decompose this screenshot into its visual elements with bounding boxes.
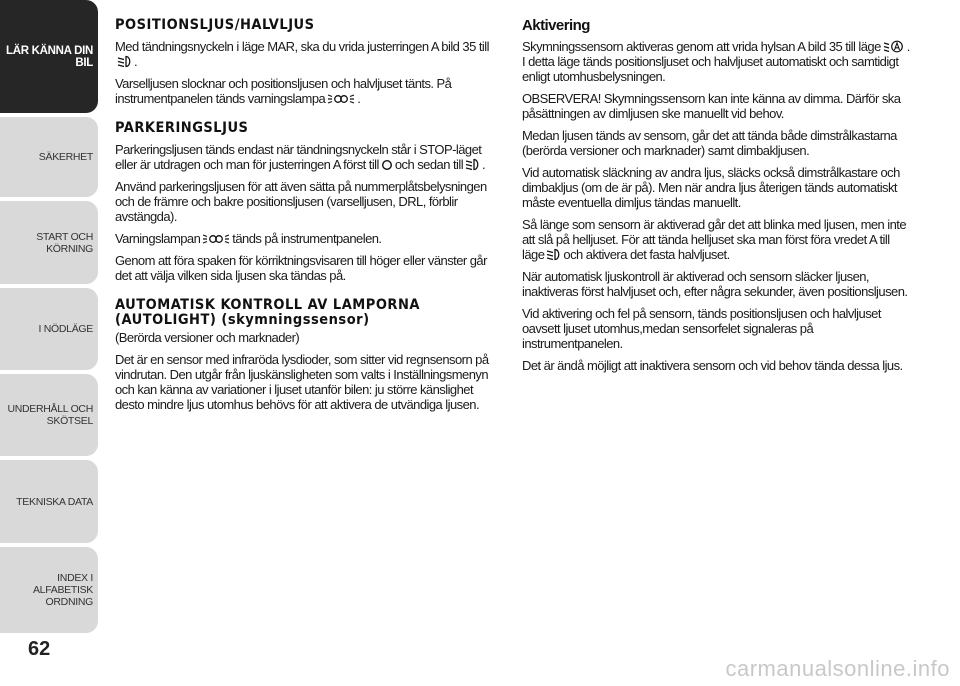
paragraph: OBSERVERA! Skymningssensorn kan inte känna av dimma. Därför ska påsättningen av dimljusen ske manuellt vid behov.	[522, 91, 901, 121]
tab-label: TEKNISKA DATA	[16, 495, 93, 508]
sidebar-tabs	[0, 0, 100, 686]
text: Skymningssensorn aktiveras genom att vrida hylsan A bild 35 till läge	[522, 39, 881, 54]
paragraph: Vid automatisk släckning av andra ljus, släcks också dimstrålkastare och dimbakljus (om de är på). Men när andra ljus återigen tänds automatiskt måste eventuella dimljus tändas manuellt.	[522, 165, 900, 210]
paragraph: (Berörda versioner och marknader)	[115, 330, 300, 345]
text: .	[357, 91, 361, 106]
left-column	[115, 18, 500, 419]
tab-tekniska-data[interactable]	[0, 460, 98, 543]
tab-sakerhet[interactable]	[0, 117, 98, 197]
text: Så länge som sensorn är aktiverad går det att blinka med ljusen, men inte att slå på helljuset. För att tända helljuset ska man först föra vredet A till läge	[522, 217, 907, 262]
low-beam-icon	[546, 248, 561, 261]
low-beam-icon	[117, 55, 132, 68]
tab-underhall-och-skotsel[interactable]	[0, 374, 98, 456]
paragraph: Använd parkeringsljusen för att även sätta på nummerplåtsbelysningen och de främre och bakre positionsljusen (varselljusen, DRL, förblir avstängda).	[115, 179, 487, 224]
tab-label: START OCH KÖRNING	[36, 230, 93, 255]
text: tänds på instrumentpanelen.	[232, 231, 382, 246]
position-lights-warning-icon	[327, 93, 355, 105]
auto-light-icon	[883, 40, 905, 53]
text: .	[134, 54, 138, 69]
tab-label: INDEX I ALFABETISK ORDNING	[32, 572, 93, 608]
text: och aktivera det fasta halvljuset.	[563, 247, 730, 262]
tab-i-nodlage[interactable]	[0, 288, 98, 370]
heading-aktivering: Aktivering	[522, 17, 590, 34]
heading-autolight: AUTOMATISK KONTROLL AV LAMPORNA (AUTOLIGHT) (skymningssensor)	[115, 297, 420, 328]
off-position-icon	[381, 159, 393, 171]
paragraph	[115, 39, 500, 69]
paragraph	[522, 217, 912, 262]
text: Varningslampan	[115, 231, 201, 246]
paragraph: Det är ändå möjligt att inaktivera sensorn och vid behov tända dessa ljus.	[522, 358, 903, 373]
heading-parkeringsljus: PARKERINGSLJUS	[115, 120, 249, 136]
paragraph: Genom att föra spaken för körriktningsvisaren till höger eller vänster går det att välja vilken sida ljusen ska tändas på.	[115, 253, 487, 283]
watermark: carmanualsonline.info	[725, 656, 950, 681]
page-number: 62	[28, 638, 51, 660]
text: .	[482, 157, 486, 172]
tab-index[interactable]	[0, 547, 98, 633]
tab-lar-kanna-din-bil[interactable]	[0, 0, 98, 113]
tab-start-och-korning[interactable]	[0, 201, 98, 284]
paragraph: Vid aktivering och fel på sensorn, tänds positionsljusen och halvljuset oavsett ljuset utomhus,medan sensorfelet signaleras på instrumentpanelen.	[522, 306, 881, 351]
right-column	[522, 18, 912, 380]
paragraph	[522, 39, 912, 84]
paragraph	[115, 142, 500, 172]
tab-label: LÄR KÄNNA DIN BIL	[5, 44, 93, 69]
text: Varselljusen slocknar och positionsljusen och halvljuset tänts. På instrumentpanelen tänds varningslampa	[115, 76, 452, 106]
position-lights-warning-icon	[202, 233, 230, 245]
tab-label: UNDERHÅLL OCH SKÖTSEL	[7, 403, 93, 427]
text: Med tändningsnyckeln i läge MAR, ska du vrida justerringen A bild 35 till	[115, 39, 489, 54]
paragraph: När automatisk ljuskontroll är aktiverad och sensorn släcker ljusen, inaktiveras först halvljuset och, efter några sekunder, även positionsljusen.	[522, 269, 908, 299]
text: . I detta läge tänds positionsljuset och halvljuset automatiskt och samtidigt enligt utomhusbelysningen.	[522, 39, 910, 84]
tab-label: SÄKERHET	[38, 151, 93, 163]
low-beam-icon	[465, 158, 480, 171]
paragraph	[115, 76, 500, 106]
paragraph: Det är en sensor med infraröda lysdioder, som sitter vid regnsensorn på vindrutan. Den utgår från ljuskänsligheten som valts i Inställningsmenyn och kan känna av variationer i ljuset utanför bilen: ju större känslighet desto mindre ljus utomhus behövs för att aktivera de utvändiga ljusen.	[115, 352, 489, 412]
paragraph	[115, 231, 500, 246]
text: och sedan till	[394, 157, 464, 172]
tab-label: I NÖDLÄGE	[38, 323, 93, 335]
paragraph: Medan ljusen tänds av sensorn, går det att tända både dimstrålkastarna (berörda versioner och marknader) samt dimbakljusen.	[522, 128, 897, 158]
heading-positionsljus: POSITIONSLJUS/HALVLJUS	[115, 17, 315, 33]
text: Parkeringsljusen tänds endast när tändningsnyckeln står i STOP-läget eller är utdragen och man för justerringen A först till	[115, 142, 482, 172]
